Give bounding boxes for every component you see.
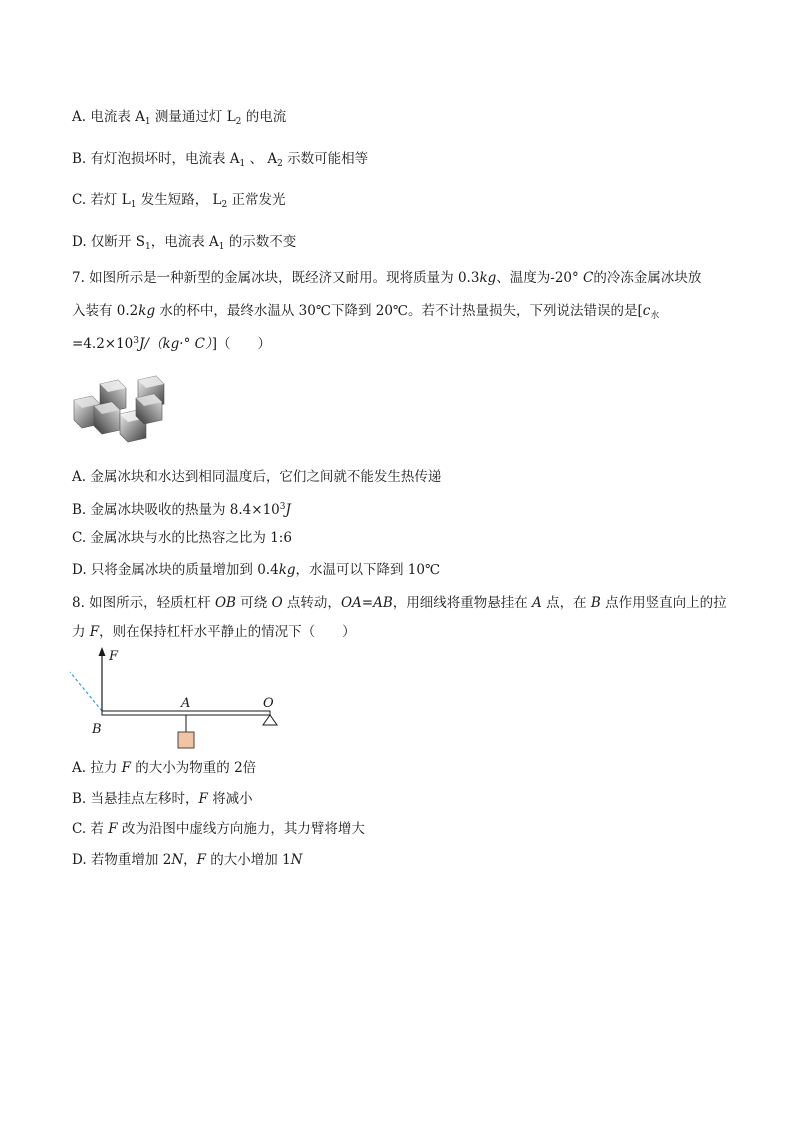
q8-option-c[interactable]: C. 若 F 改为沿图中虚线方向施力，其力臂将增大 — [72, 821, 365, 837]
cube-6 — [136, 394, 162, 424]
dashed-force-line — [70, 672, 102, 711]
q7-stem-line-3: $=4.2\times 10^3J/(kg\cdot^\circ$ C）]（ ） — [72, 336, 271, 352]
metal-ice-cubes-image — [72, 374, 172, 444]
pivot-triangle — [263, 715, 277, 725]
q6-option-d[interactable]: D. 仅断开 $S_1$，电流表 $A_1$ 的示数不变 — [72, 234, 297, 252]
q8-option-b[interactable]: B. 当悬挂点左移时，F 将减小 — [72, 791, 253, 807]
q7-stem-line-1: 7. 如图所示是一种新型的金属冰块，既经济又耐用。现将质量为 0.3kg、温度为-20° C的冷冻金属冰块放 — [72, 270, 702, 286]
hanging-weight — [178, 732, 194, 748]
label-o: O — [263, 696, 274, 711]
q6-option-a[interactable]: A. 电流表 $A_1$ 测量通过灯 $L_2$ 的电流 — [72, 109, 287, 127]
q7-stem-line-2: 入装有 0.2kg 水的杯中，最终水温从 30℃下降到 20℃。若不计热量损失，下列说法错误的是[$c_水$ — [72, 303, 660, 321]
q7-option-a[interactable]: A. 金属冰块和水达到相同温度后，它们之间就不能发生热传递 — [72, 469, 442, 485]
label-b: B — [92, 722, 102, 737]
q6-option-b[interactable]: B. 有灯泡损坏时，电流表 $A_1$ 、 $A_2$ 示数可能相等 — [72, 151, 369, 169]
q8-stem-line-2: 力 F，则在保持杠杆水平静止的情况下（ ） — [72, 624, 356, 640]
q7-option-b[interactable]: B. 金属冰块吸收的热量为 $8.4\times 10^3J$ — [72, 502, 291, 518]
lever-diagram — [64, 644, 284, 754]
q8-option-a[interactable]: A. 拉力 F 的大小为物重的 2倍 — [72, 760, 257, 776]
q7-option-c[interactable]: C. 金属冰块与水的比热容之比为 1:6 — [72, 530, 292, 546]
q8-option-d[interactable]: D. 若物重增加 2N，F 的大小增加 1N — [72, 852, 303, 868]
q8-stem-line-1: 8. 如图所示，轻质杠杆 OB 可绕 O 点转动，OA=AB，用细线将重物悬挂在 A 点，在 B 点作用竖直向上的拉 — [72, 595, 727, 611]
label-a: A — [181, 696, 191, 711]
label-f: F — [109, 649, 119, 664]
q6-option-c[interactable]: C. 若灯 $L_1$ 发生短路， $L_2$ 正常发光 — [72, 192, 286, 210]
q7-option-d[interactable]: D. 只将金属冰块的质量增加到 0.4kg，水温可以下降到 10℃ — [72, 562, 441, 578]
lever-bar — [102, 711, 270, 715]
force-arrow-head — [99, 647, 106, 656]
cube-4 — [94, 402, 120, 434]
